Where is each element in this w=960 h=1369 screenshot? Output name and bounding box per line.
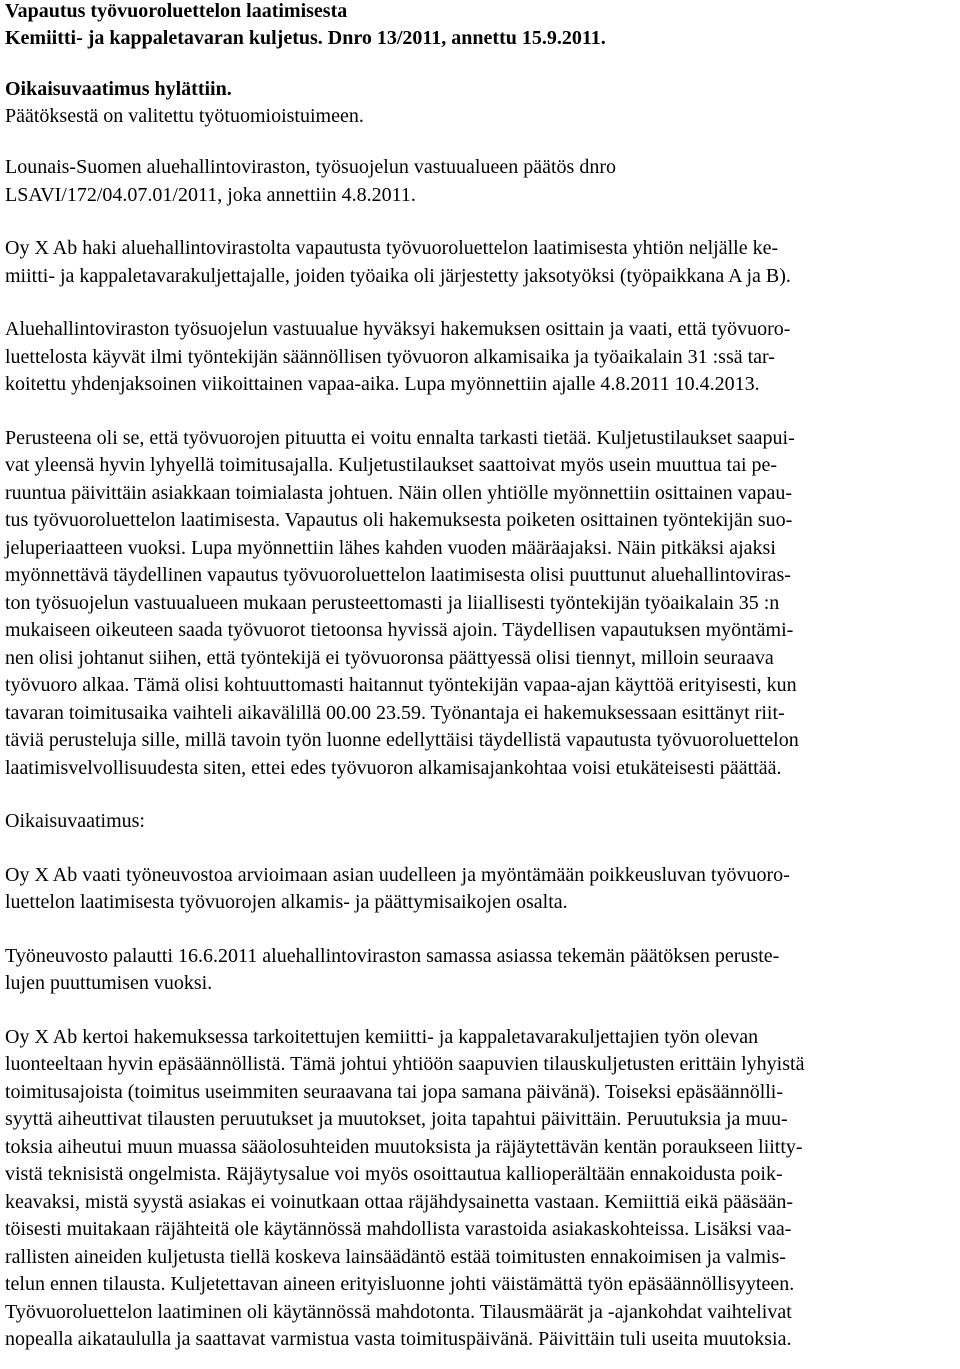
paragraph-line: luettelosta käyvät ilmi työntekijän säännöllisen työvuoron alkamisaika ja työaikalain 31 :ssä tar-	[5, 345, 775, 368]
paragraph-line: Työneuvosto palautti 16.6.2011 aluehallintoviraston samassa asiassa tekemän päätöksen peruste-	[5, 944, 780, 967]
paragraph-line: Oy X Ab kertoi hakemuksessa tarkoitettujen kemiitti- ja kappaletavarakuljettajien työn olevan	[5, 1025, 759, 1048]
paragraph-line: töisesti muitakaan räjähteitä ole käytännössä mahdollista varastoida asiakaskohteissa. Lisäksi vaa-	[5, 1218, 792, 1240]
decision-source	[5, 154, 955, 209]
paragraph-line: Oy X Ab vaati työneuvostoa arvioimaan asian uudelleen ja myöntämään poikkeusluvan työvuoro-	[5, 863, 790, 886]
paragraph-line: myönnettävä täydellinen vapautus työvuoroluettelon laatimisesta olisi puuttunut aluehallintoviras-	[5, 564, 791, 586]
paragraph	[5, 425, 955, 783]
summary-line: Oikaisuvaatimus hylättiin.	[5, 78, 232, 100]
paragraph-line: työvuoro alkaa. Tämä olisi kohtuuttomasti haitannut työntekijän vapaa-ajan käyttöä erityisesti, kun	[5, 674, 797, 696]
paragraph-line: nopealla aikataululla ja saattavat varmistua vasta toimituspäivänä. Päivittäin tuli useita muutoksia.	[5, 1328, 792, 1350]
paragraph	[5, 862, 955, 917]
paragraph-line: keavaksi, mistä syystä asiakas ei voinutkaan ottaa räjähdysainetta vastaan. Kemiittiä eikä pääsään-	[5, 1190, 794, 1213]
source-line: LSAVI/172/04.07.01/2011, joka annettiin 4.8.2011.	[5, 183, 416, 206]
paragraph-line: rallisten aineiden kuljetusta tiellä koskeva lainsäädäntö estää toimitusten ennakoimisen ja valmis-	[5, 1245, 786, 1268]
paragraph-line: telun ennen tilausta. Kuljetettavan aineen erityisluonne johti väistämättä työn epäsäännöllisyyteen.	[5, 1273, 795, 1295]
section-heading	[5, 808, 955, 836]
paragraph-line: täviä perusteluja sille, millä tavoin työn luonne edellyttäisi täydellistä vapautusta työvuoroluettelon	[5, 729, 799, 751]
title-line: Kemiitti- ja kappaletavaran kuljetus. Dnro 13/2011, annettu 15.9.2011.	[5, 27, 606, 49]
title-line: Vapautus työvuoroluettelon laatimisesta	[5, 0, 348, 22]
paragraph-line: ruuntua päivittäin asiakkaan toimialasta johtuen. Näin ollen yhtiölle myönnettiin osittainen vapau-	[5, 481, 793, 504]
source-line: Lounais-Suomen aluehallintoviraston, työsuojelun vastuualueen päätös dnro	[5, 156, 616, 178]
paragraph-line: Perusteena oli se, että työvuorojen pituutta ei voitu ennalta tarkasti tietää. Kuljetustilaukset saapui-	[5, 426, 795, 449]
paragraph	[5, 1024, 955, 1354]
paragraph-line: vat yleensä hyvin lyhyellä toimitusajalla. Kuljetustilaukset saattoivat myös usein muuttua tai pe-	[5, 454, 778, 476]
paragraph-line: tavaran toimitusaika vaihteli aikavälillä 00.00 23.59. Työnantaja ei hakemuksessaan esittänyt riit-	[5, 701, 785, 724]
paragraph-line: Oy X Ab haki aluehallintovirastolta vapautusta työvuoroluettelon laatimisesta yhtiön neljälle ke-	[5, 237, 779, 259]
paragraph-line: syyttä aiheuttivat tilausten peruutukset ja muutokset, joita tapahtui päivittäin. Peruutuksia ja muu-	[5, 1108, 788, 1130]
paragraph-line: lujen puuttumisen vuoksi.	[5, 972, 213, 994]
paragraph-line: luonteeltaan hyvin epäsäännöllistä. Tämä johtui yhtiöön saapuvien tilauskuljetusten erittäin lyhyistä	[5, 1053, 805, 1075]
paragraph-line: nen olisi johtanut siihen, että työntekijä ei työvuoronsa päättyessä olisi tiennyt, milloin seuraava	[5, 646, 774, 669]
paragraph-line: Oikaisuvaatimus:	[5, 810, 145, 832]
paragraph-line: toimitusajoista (toimitus useimmiten seuraavana tai jopa samana päivänä). Toiseksi epäsäännölli-	[5, 1080, 784, 1103]
paragraph-line: koitettu yhdenjaksoinen viikoittainen vapaa-aika. Lupa myönnettiin ajalle 4.8.2011 10.4.2013.	[5, 373, 760, 395]
paragraph-line: luettelon laatimisesta työvuorojen alkamis- ja päättymisaikojen osalta.	[5, 891, 568, 913]
document-title	[5, 0, 955, 52]
paragraph-line: miitti- ja kappaletavarakuljettajalle, joiden työaika oli järjestetty jaksotyöksi (työpaikkana A ja B).	[5, 264, 791, 287]
summary-line: Päätöksestä on valitettu työtuomioistuimeen.	[5, 105, 364, 127]
paragraph-line: Työvuoroluettelon laatiminen oli käytännössä mahdotonta. Tilausmäärät ja -ajankohdat vaihtelivat	[5, 1300, 792, 1323]
paragraph-line: tus työvuoroluettelon laatimisesta. Vapautus oli hakemuksesta poiketen osittainen työntekijän suo-	[5, 509, 793, 531]
paragraph-line: jeluperiaatteen vuoksi. Lupa myönnettiin lähes kahden vuoden määräajaksi. Näin pitkäksi ajaksi	[5, 536, 776, 559]
paragraph	[5, 943, 955, 998]
document-page	[5, 0, 955, 1354]
paragraph-line: vistä teknisistä ongelmista. Räjäytysalue voi myös osoittautua kallioperältään ennakoidusta poik-	[5, 1163, 783, 1185]
paragraph	[5, 316, 955, 399]
paragraph-line: toksia aiheutui muun muassa sääolosuhteiden muutoksista ja räjäytettävän kentän poraukseen liitty-	[5, 1135, 803, 1158]
body-paragraphs	[5, 235, 955, 1354]
paragraph	[5, 235, 955, 290]
paragraph-line: Aluehallintoviraston työsuojelun vastuualue hyväksyi hakemuksen osittain ja vaati, että työvuoro-	[5, 318, 791, 340]
paragraph-line: laatimisvelvollisuudesta siten, ettei edes työvuoron alkamisajankohtaa voisi etukäteisesti päättää.	[5, 756, 782, 779]
paragraph-line: ton työsuojelun vastuualueen mukaan perusteettomasti ja liiallisesti työntekijän työaikalain 35 :n	[5, 591, 780, 614]
paragraph-line: mukaiseen oikeuteen saada työvuorot tietoonsa hyvissä ajoin. Täydellisen vapautuksen myöntämi-	[5, 619, 794, 641]
decision-summary	[5, 76, 955, 130]
